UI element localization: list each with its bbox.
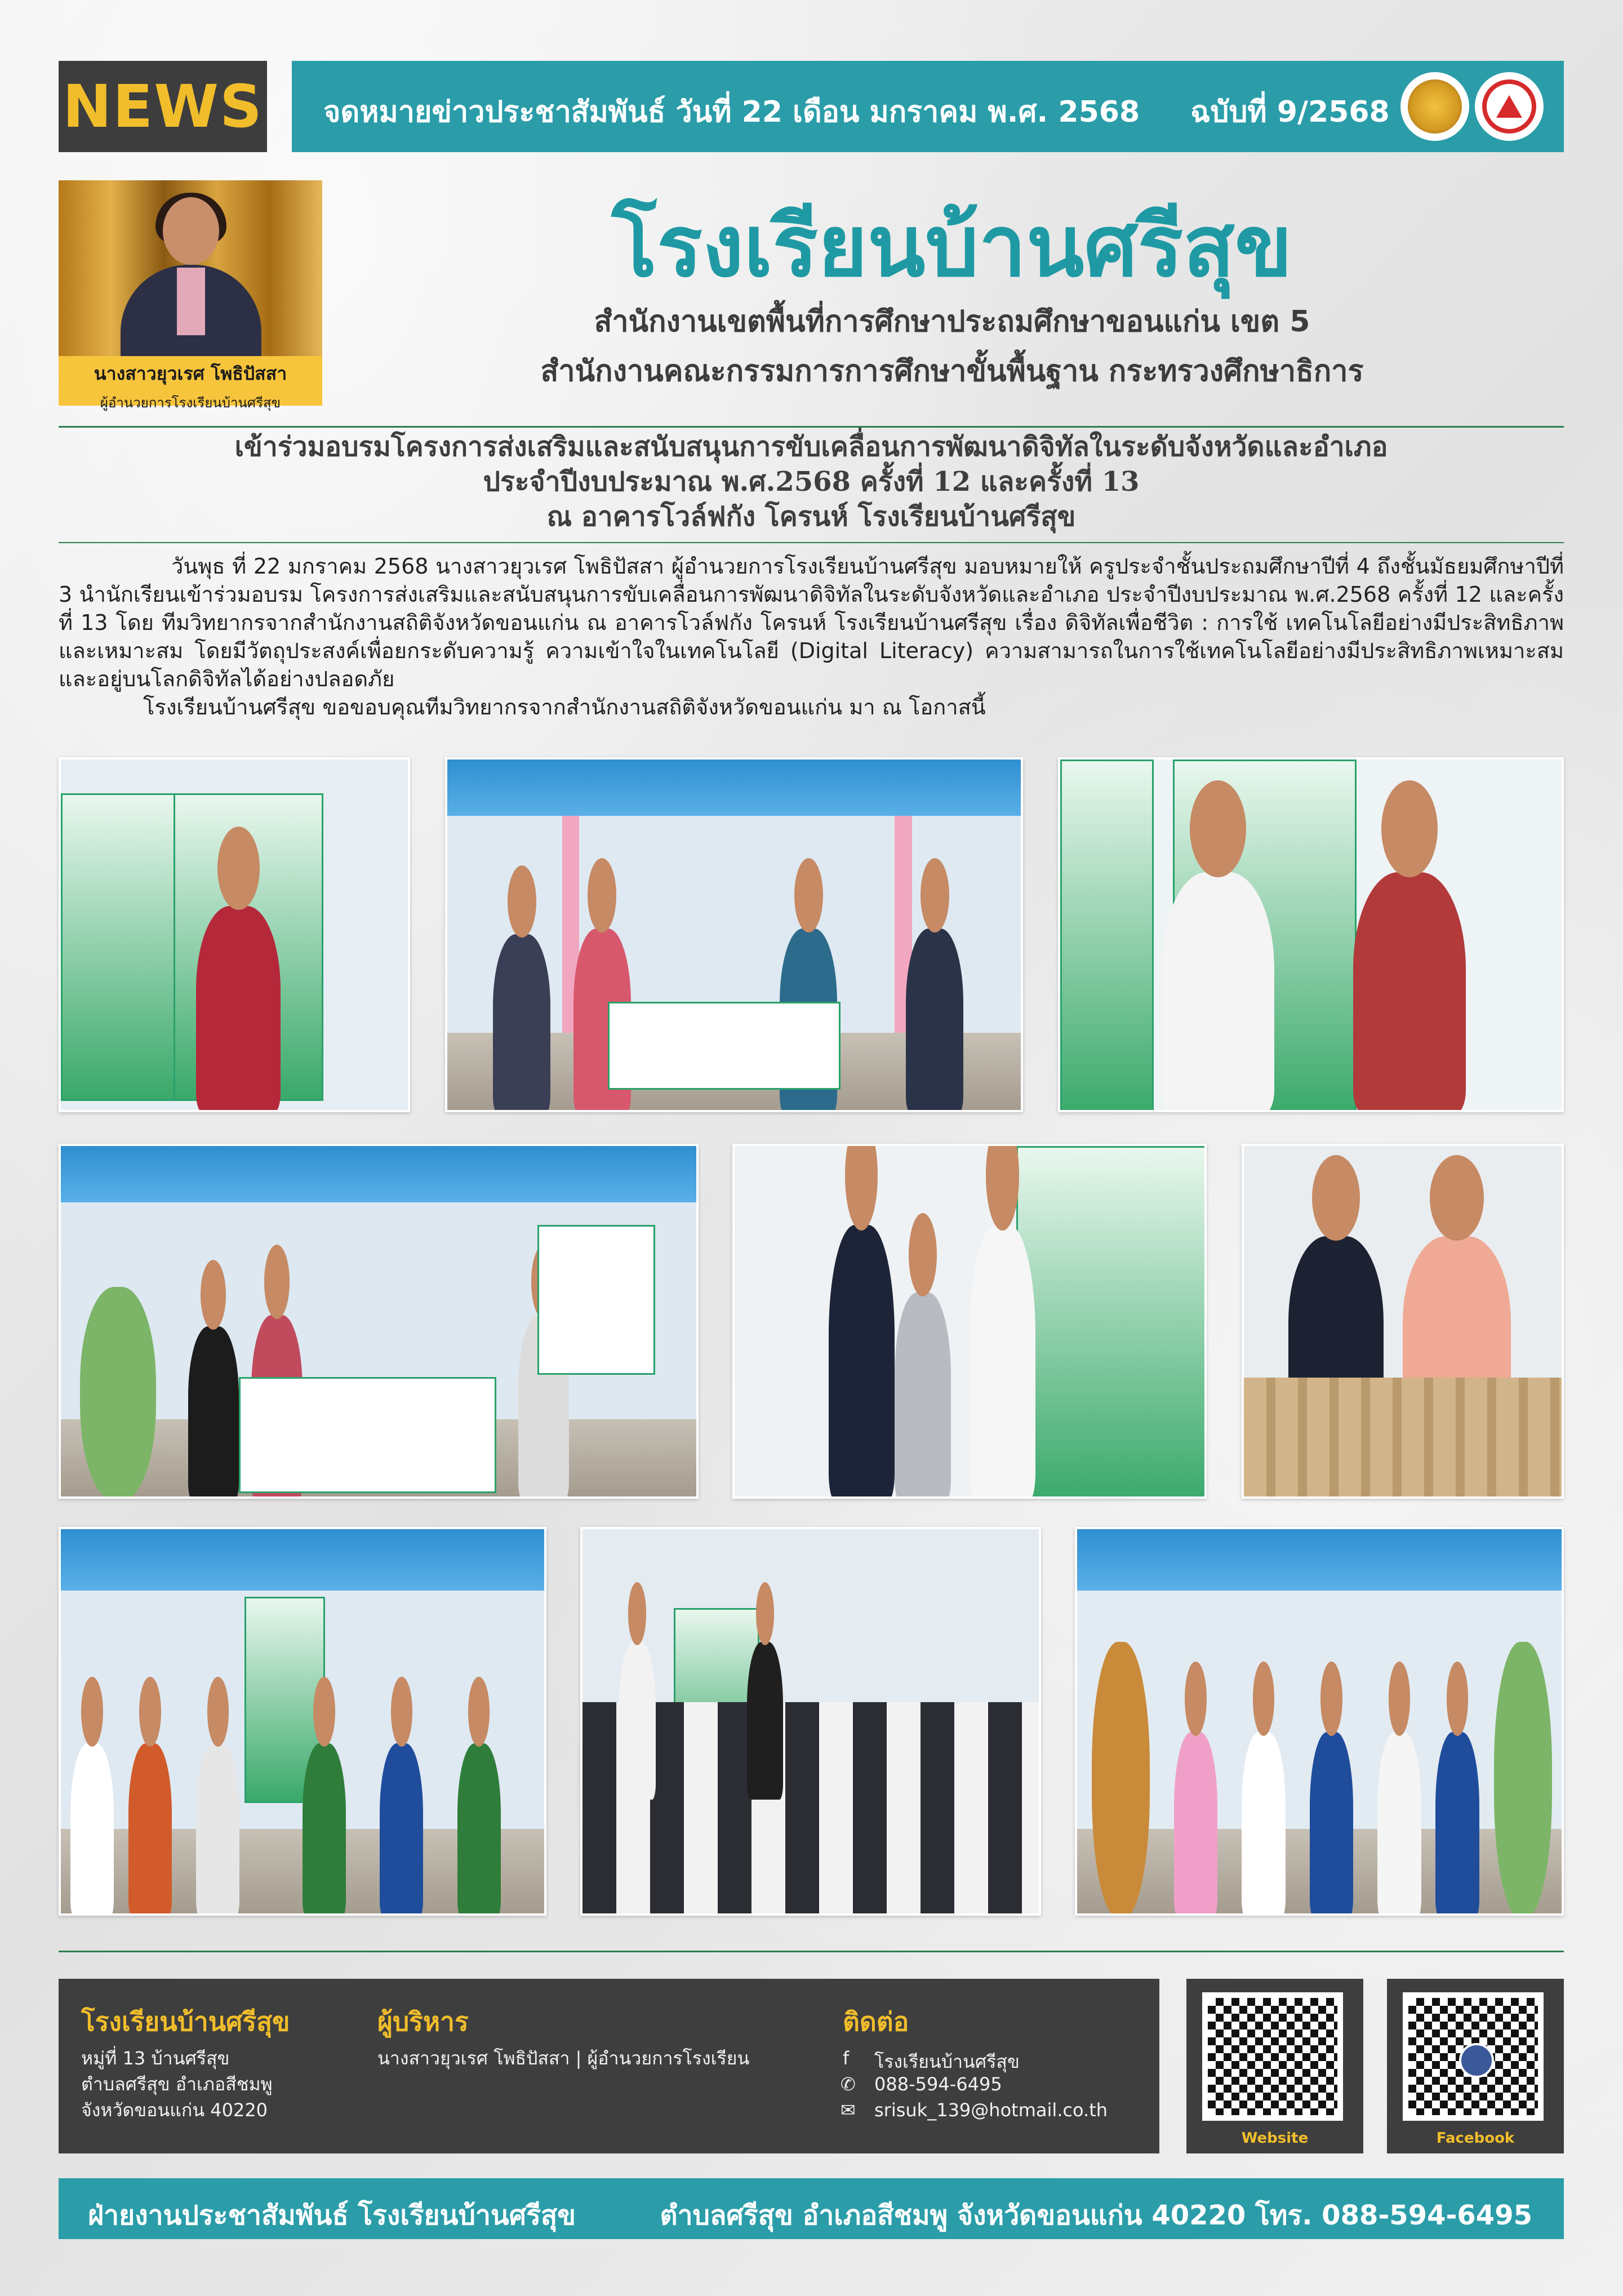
photo-group-with-mascot — [59, 1144, 699, 1499]
bottom-bar — [59, 2178, 1564, 2239]
address-line-3: จังหวัดขอนแก่น 40220 — [81, 2099, 268, 2121]
qr-code-icon — [1202, 1992, 1343, 2121]
photo-students-with-signs — [59, 1527, 546, 1916]
footer-admin-heading: ผู้บริหาร — [377, 2006, 469, 2037]
bottom-left-text: ฝ่ายงานประชาสัมพันธ์ โรงเรียนบ้านศรีสุข — [88, 2200, 576, 2231]
article-paragraph-2: โรงเรียนบ้านศรีสุข ขอขอบคุณทีมวิทยากรจากสำนักงานสถิติจังหวัดขอนแก่น มา ณ โอกาสนี้ — [143, 695, 986, 720]
photo-audience-seated — [580, 1527, 1041, 1916]
footer-address — [81, 2045, 273, 2123]
article-paragraph-1: วันพุธ ที่ 22 มกราคม 2568 นางสาวยุวเรศ โพธิปัสสา ผู้อำนวยการโรงเรียนบ้านศรีสุข มอบหมายให้ ครูประจำชั้นประถมศึกษาปีที่ 4 ถึงชั้นมัธยมศึกษาปีที่ 3 นำนักเรียนเข้าร่วมอบรม โครงการส่งเสริมและสนับสนุนการขับเคลื่อนการพัฒนาดิจิทัลในระดับจังหวัดและอำเภอ ประจำปีงบประมาณ พ.ศ.2568 ครั้งที่ 12 และครั้งที่ 13 โดย ทีมวิทยากรจากสำนักงานสถิติจังหวัดขอนแก่น ณ อาคารโวล์ฟกัง โครนห์ โรงเรียนบ้านศรีสุข เรื่อง ดิจิทัลเพื่อชีวิต : การใช้ เทคโนโลยีอย่างมีประสิทธิภาพและเหมาะสม โดยมีวัตถุประสงค์เพื่อยกระดับความรู้ ความเข้าใจในเทคโนโลยี (Digital Literacy) ความสามารถในการใช้เทคโนโลยีอย่างมีประสิทธิภาพเหมาะสม และอยู่บนโลกดิจิทัลได้อย่างปลอดภัย — [59, 554, 1564, 691]
qr-code-icon — [1403, 1992, 1544, 2121]
header-bar — [292, 61, 1564, 152]
office-line-1: สำนักงานเขตพื้นที่การศึกษาประถมศึกษาขอนแก่น เขต 5 — [594, 305, 1310, 339]
headline-line-2: ประจำปีงบประมาณ พ.ศ.2568 ครั้งที่ 12 และครั้งที่ 13 — [483, 466, 1140, 498]
director-photo — [59, 180, 322, 356]
news-label — [59, 61, 267, 152]
address-line-2: ตำบลศรีสุข อำเภอสีชมพู — [81, 2073, 273, 2095]
photo-prize-handover — [1058, 757, 1564, 1112]
article-body — [59, 552, 1564, 721]
headline-line-1: เข้าร่วมอบรมโครงการส่งเสริมและสนับสนุนการขับเคลื่อนการพัฒนาดิจิทัลในระดับจังหวัดและอำเภอ — [234, 431, 1388, 463]
office-line-2: สำนักงานคณะกรรมการการศึกษาขั้นพื้นฐาน กระทรวงศึกษาธิการ — [540, 354, 1364, 388]
qr-website-label: Website — [1241, 2130, 1309, 2147]
contact-email[interactable]: srisuk_139@hotmail.co.th — [874, 2099, 1108, 2121]
director-position: ผู้อำนวยการโรงเรียนบ้านศรีสุข — [100, 395, 281, 411]
school-title: โรงเรียนบ้านศรีสุข — [611, 197, 1293, 296]
qr-website[interactable] — [1186, 1979, 1363, 2153]
director-name: นางสาวยุวเรศ โพธิปัสสา — [94, 363, 287, 384]
photo-speaker-with-microphone — [59, 757, 410, 1112]
footer-contact-heading: ติดต่อ — [843, 2006, 909, 2037]
news-label-text: NEWS — [63, 72, 263, 141]
obec-seal-icon — [1475, 72, 1544, 141]
facebook-icon: f — [843, 2048, 850, 2069]
contact-facebook[interactable]: โรงเรียนบ้านศรีสุข — [874, 2051, 1020, 2072]
bulletin-title: จดหมายข่าวประชาสัมพันธ์ วันที่ 22 เดือน มกราคม พ.ศ. 2568 — [323, 95, 1140, 129]
director-caption — [59, 356, 322, 411]
photo-group-photo-with-banner — [445, 757, 1023, 1112]
contact-phone[interactable]: 088-594-6495 — [874, 2073, 1002, 2095]
email-icon: ✉ — [841, 2099, 856, 2121]
address-line-1: หมู่ที่ 13 บ้านศรีสุข — [81, 2048, 230, 2069]
bottom-right-text: ตำบลศรีสุข อำเภอสีชมพู จังหวัดขอนแก่น 40220 โทร. 088-594-6495 — [660, 2200, 1532, 2231]
headline-line-3: ณ อาคารโวล์ฟกัง โครนห์ โรงเรียนบ้านศรีสุข — [546, 501, 1076, 532]
issue-number: ฉบับที่ 9/2568 — [1190, 95, 1390, 129]
footer-info-box — [59, 1979, 1159, 2153]
qr-facebook[interactable] — [1387, 1979, 1564, 2153]
footer-school-heading: โรงเรียนบ้านศรีสุข — [81, 2006, 290, 2037]
footer-admin-text: นางสาวยุวเรศ โพธิปัสสา | ผู้อำนวยการโรงเรียน — [377, 2048, 750, 2069]
phone-icon: ✆ — [841, 2073, 856, 2095]
photo-gift-bags-table — [1242, 1144, 1564, 1499]
ministry-seal-icon — [1400, 72, 1469, 141]
divider-headline — [59, 542, 1564, 543]
divider-footer — [59, 1951, 1564, 1952]
headline — [59, 429, 1564, 534]
photo-student-activity — [732, 1144, 1207, 1499]
qr-facebook-label: Facebook — [1436, 2130, 1515, 2147]
photo-students-on-stage — [1075, 1527, 1564, 1916]
divider-top — [59, 426, 1564, 428]
